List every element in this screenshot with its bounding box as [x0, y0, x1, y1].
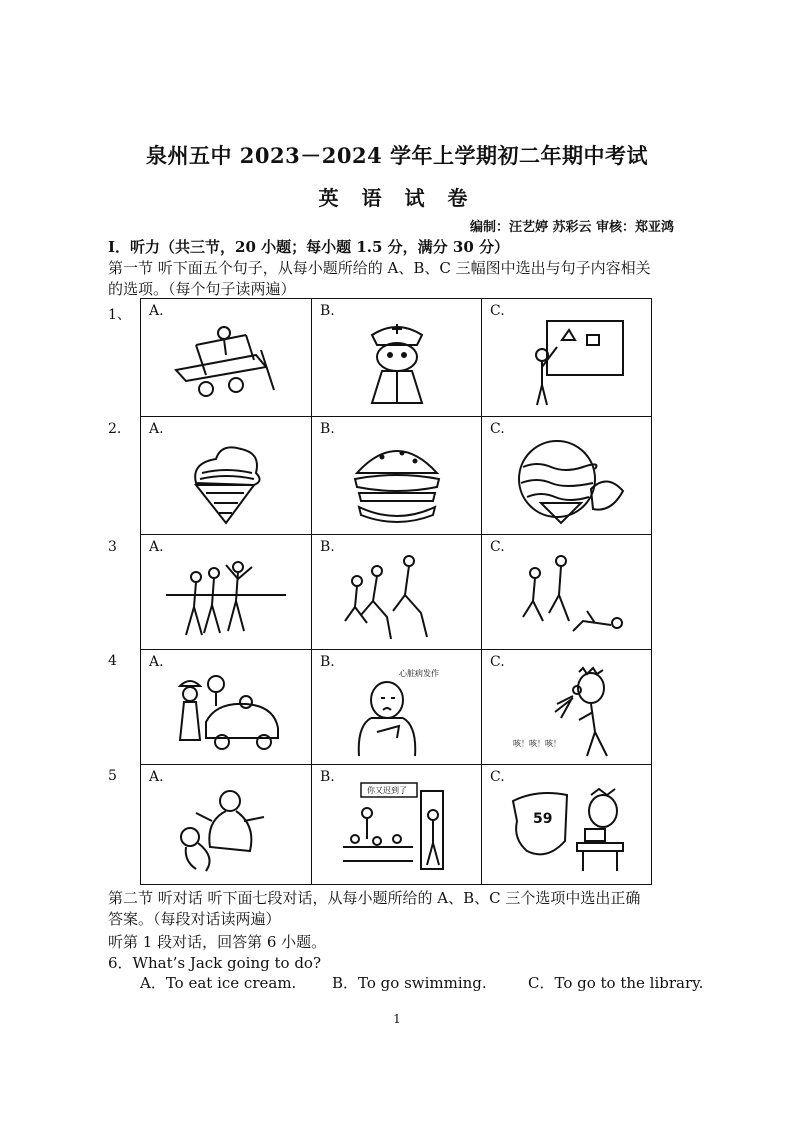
cell-3c [481, 535, 651, 649]
page-number: 1 [393, 1012, 401, 1026]
choice-c[interactable]: C．To go to the library. [528, 974, 704, 992]
option-label: A. [149, 421, 164, 437]
part1-heading: I．听力（共三节，20 小题；每小题 1.5 分，满分 30 分） [108, 238, 509, 256]
question-number-4: 4 [108, 653, 117, 669]
option-label: A. [149, 654, 164, 670]
question-number-2: 2. [108, 421, 122, 437]
section2-instruction-line1: 第二节 听对话 听下面七段对话，从每小题所给的 A、B、C 三个选项中选出正确 [108, 889, 641, 907]
doctor-picture [337, 315, 457, 407]
grid-row-2 [141, 416, 651, 534]
option-label: C. [490, 303, 505, 319]
ice-cream-picture [166, 433, 286, 525]
grid-row-3 [141, 534, 651, 649]
grid-row-1 [141, 299, 651, 416]
watermelon-picture [507, 433, 627, 525]
cell-1b [311, 299, 481, 416]
option-label: B. [320, 654, 335, 670]
cell-5b [311, 765, 481, 884]
late-sign-caption: 你又迟到了 [367, 786, 407, 795]
score-caption: 59 [533, 811, 553, 827]
cell-4a [141, 650, 311, 764]
picture-choice-grid [140, 298, 652, 885]
hamburger-picture [337, 433, 457, 525]
option-label: A. [149, 303, 164, 319]
editors-line: 编制：汪艺婷 苏彩云 审核：郑亚鸿 [469, 220, 674, 235]
dialog-intro: 听第 1 段对话，回答第 6 小题。 [108, 933, 327, 951]
option-label: A. [149, 539, 164, 555]
option-label: B. [320, 769, 335, 785]
choice-b[interactable]: B．To go swimming. [332, 974, 487, 992]
question-number-1: 1、 [108, 307, 131, 323]
grid-row-5 [141, 764, 651, 884]
choice-a[interactable]: A．To eat ice cream. [140, 974, 297, 992]
cell-4c [481, 650, 651, 764]
cough-caption: 咳！咳！咳！ [513, 739, 561, 748]
cell-1c [481, 299, 651, 416]
exam-subtitle: 英 语 试 卷 [318, 186, 476, 210]
cell-3a [141, 535, 311, 649]
option-label: A. [149, 769, 164, 785]
section1-instruction-line1: 第一节 听下面五个句子，从每小题所给的 A、B、C 三幅图中选出与句子内容相关 [108, 259, 651, 277]
cell-5c [481, 765, 651, 884]
exam-title: 泉州五中 2023－2024 学年上学期初二年期中考试 [145, 143, 648, 168]
question-number-5: 5 [108, 768, 117, 784]
cell-2c [481, 417, 651, 534]
heart-attack-caption: 心脏病发作 [399, 669, 439, 678]
cell-4b [311, 650, 481, 764]
question-number-3: 3 [108, 539, 117, 555]
option-label: B. [320, 539, 335, 555]
runners-picture [337, 551, 457, 643]
option-label: C. [490, 769, 505, 785]
heart-attack-picture [337, 666, 457, 758]
section1-instruction-line2: 的选项。（每个句子读两遍） [108, 280, 296, 298]
question-6: 6．What’s Jack going to do? [108, 954, 322, 972]
cell-1a [141, 299, 311, 416]
cell-3b [311, 535, 481, 649]
race-finish-picture [166, 551, 286, 643]
option-label: C. [490, 539, 505, 555]
fighting-boys-picture [166, 781, 286, 873]
option-label: B. [320, 421, 335, 437]
cell-5a [141, 765, 311, 884]
coughing-picture [507, 666, 627, 758]
late-for-class-picture [337, 781, 457, 873]
option-label: C. [490, 421, 505, 437]
low-score-picture [507, 781, 627, 873]
police-car-picture [166, 666, 286, 758]
section2-instruction-line2: 答案。（每段对话读两遍） [108, 910, 281, 928]
option-label: B. [320, 303, 335, 319]
cell-2b [311, 417, 481, 534]
runner-falling-picture [507, 551, 627, 643]
option-label: C. [490, 654, 505, 670]
grid-row-4 [141, 649, 651, 764]
cell-2a [141, 417, 311, 534]
teacher-blackboard-picture [507, 315, 627, 407]
airplane-pilot-picture [166, 315, 286, 407]
